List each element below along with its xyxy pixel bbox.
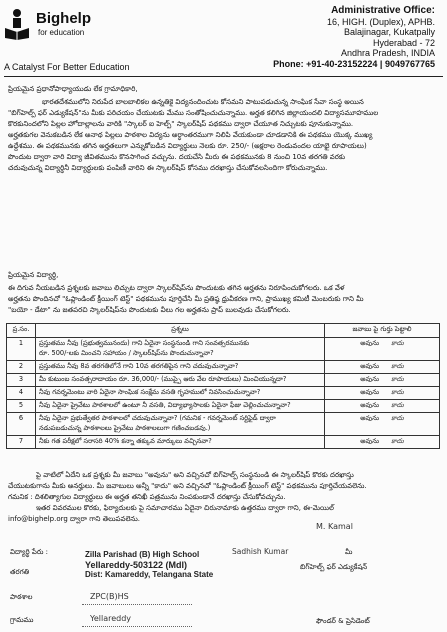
tagline: A Catalyst For Better Education [4, 62, 130, 72]
no-option[interactable]: కాదు [391, 339, 404, 347]
question-cell [36, 400, 325, 413]
bighelp-logo-icon [4, 8, 30, 40]
row-number: 5 [7, 400, 36, 413]
no-option[interactable]: కాదు [391, 362, 404, 370]
no-option[interactable]: కాదు [391, 401, 404, 409]
row-number: 1 [7, 338, 36, 361]
intro-line: అర్హతకుగల వెనుకబడిన లేక అనాథ పిల్లలు పాఠశాల విద్యను అర్ధాంతరముగా నిలిపి వేయకుండా చూడడానికి ఈ పథకము యొక్క ముఖ్య [8, 131, 373, 139]
question-text: ప్రస్తుతము నీవు (ప్రభుత్వమునందు) గాని ఏదైనా సంస్థనుండి గాని సంవత్సరమునకు [39, 339, 249, 347]
student-line: ఈ దిగువ నీయబడిన ప్రశ్నలకు జవాబు లిచ్చుట ద్వారా స్కాలర్‌షిప్‌ను పొందుటకు తగిన అర్హతను నిరూపించుకోగలరు. ఒక వేళ [8, 284, 345, 292]
organization-name: బిగ్‌హెల్ప్ ఫర్ ఎడ్యుకేషన్ [300, 563, 368, 571]
footer-line: గమనిక : దిశలిత్యాగుల విద్యార్థులు ఈ అర్హత తనిఖీ పత్రమును నింపకుండానే దరఖాస్తు చేసుకోవచ్చును. [8, 493, 286, 501]
school-field-line [82, 604, 192, 605]
student-line: "బయో - డేటా" ను జతపరచి స్కాలర్‌షిప్‌ను పొందుటకు వీలు గల అర్హతను ప్రాప్ బులవుడు చేసుకోగలరు. [8, 306, 291, 314]
table-row [7, 374, 440, 387]
eligibility-table [6, 323, 440, 449]
class-label: తరగతి [10, 568, 30, 576]
no-option[interactable]: కాదు [391, 437, 404, 445]
village-field-line [82, 626, 192, 627]
intro-line: భారతదేశములోని నిరుపేద బాలబాలికల ఉన్నతికై విద్యనందించుట కోసమని పాటుపడుచున్న సాంఘిక సేవా సంస్థ అయిన [42, 98, 364, 106]
yes-option[interactable]: అవును [360, 414, 380, 422]
yes-option[interactable]: అవును [360, 362, 380, 370]
intro-line: కొరకునిందలోని పిల్లల హోదాల్లాలను వారికి "స్కాలర్ ఐ హెల్ప్" స్కాలర్‌షిప్ పథకము ద్వారా చేయూత నిచ్చుటకు పూనుకున్నాము. [8, 120, 354, 128]
row-number: 6 [7, 413, 36, 436]
answer-cell[interactable] [325, 374, 440, 387]
footer-line: చేయుటకుగాను మీకు అనర్హులు. మీ జవాబులు అన్నీ "కాదు" అని వచ్చినచో "ఓప్లాండింట్ క్రీయింగ్ టెస్ట్" పథకమును పూర్తిచేయవలెను. [8, 482, 367, 490]
row-number: 4 [7, 387, 36, 400]
question-text: నీవు ఏదైనా ప్రభుత్వేతర పాఠశాలలో చదువుచున్నావా? (గమనిక - గవర్నమెంట్ సర్టిఫైడ్ ద్వారా [39, 414, 276, 422]
question-cell [36, 436, 325, 449]
table-row [7, 400, 440, 413]
table-row [7, 361, 440, 374]
no-option[interactable]: కాదు [391, 414, 404, 422]
yes-option[interactable]: అవును [360, 375, 380, 383]
village-label: గ్రామము [10, 616, 34, 624]
row-number: 2 [7, 361, 36, 374]
answer-cell[interactable] [325, 436, 440, 449]
intro-line: పొందుట ద్వారా వారి విద్యా జీవితమును కొనసాగించ వచ్చును. దయచేసి మీరు ఈ పథకమునకు 8 నుంచి 10వ తరగతి వరకు [8, 153, 346, 161]
office-address [215, 6, 435, 70]
address-line: 16, HIGH. (Duplex), APHB. [326, 16, 435, 27]
question-text: ప్రస్తుతము నీవు 8వ తరగతిలోనే గాని 10వ తరగతిపైన గాని చదువుచున్నావా? [39, 362, 239, 370]
yes-option[interactable]: అవును [360, 437, 380, 445]
footer-email-line: info@bighelp.org ద్వారా గాని తెలుపవలెను. [8, 515, 140, 523]
table-row [7, 338, 440, 361]
student-salutation: ప్రియమైన విద్యార్థి, [8, 271, 59, 279]
answer-cell[interactable] [325, 361, 440, 374]
question-cell [36, 361, 325, 374]
brand-name: Bighelp [36, 10, 91, 27]
row-number: 3 [7, 374, 36, 387]
village-field-value[interactable]: Yellareddy [90, 614, 132, 623]
yes-option[interactable]: అవును [360, 388, 380, 396]
phone-line: Phone: +91-40-23152224 | 9049767765 [273, 58, 435, 69]
answer-cell[interactable] [325, 400, 440, 413]
row-number: 7 [7, 436, 36, 449]
stamp-line: Yellareddy-503122 (Mdl) [85, 560, 188, 570]
question-text: నీకు గత పరీక్షలో సరాసరి 40% కన్నా తక్కువ మార్కులు వచ్చినవా? [39, 437, 212, 445]
intro-line: "బిగ్‌హెల్ప్ ఫర్ ఎడ్యుకేషన్"ను మీకు పరిచయం చేయుటకు మేము సంతోషించుచున్నాము. అర్హత కలిగిన జిల్లాయందలి విద్యాసమూహముల [8, 109, 379, 117]
question-cell [36, 374, 325, 387]
answer-cell[interactable] [325, 387, 440, 400]
table-row [7, 387, 440, 400]
founder-title: ఫౌండర్ & ప్రెసిడెంట్ [316, 617, 370, 625]
answer-cell[interactable] [325, 413, 440, 436]
column-header: ప్ర.సం. [7, 324, 36, 338]
table-row [7, 436, 440, 449]
intro-line: చదువుచున్న విద్యార్థినీ విద్యార్థులకు పంపిణీ వారిని ఈ స్కాలర్‌షిప్ కోసము దరఖాస్తు చేసుకోవలసిందిగా కోరుచున్నాము. [8, 164, 328, 172]
school-field-value[interactable]: ZPC(B)HS [90, 592, 129, 601]
question-text: నీవు గవర్నమెంటు వారి ఏదైనా సాంఘిక సంక్షేమ వసతి గృహములో నివసించుచున్నావా? [39, 388, 261, 396]
table-row [7, 413, 440, 436]
student-name-label: విద్యార్థి పేరు : [10, 548, 48, 556]
no-option[interactable]: కాదు [391, 388, 404, 396]
address-line: Balajinagar, Kukatpally [343, 27, 435, 38]
address-line: Andhra Pradesh, INDIA [340, 48, 435, 59]
address-line: Hyderabad - 72 [372, 37, 435, 48]
question-text: నడుపబడుచున్న పాఠశాలలు ప్రైవేటు పాఠశాలలుగా గణించబడవు.) [39, 424, 211, 432]
signoff-yours: మీ [345, 548, 353, 556]
no-option[interactable]: కాదు [391, 375, 404, 383]
header-divider [4, 76, 443, 77]
answer-cell[interactable] [325, 338, 440, 361]
question-cell [36, 387, 325, 400]
yes-option[interactable]: అవును [360, 339, 380, 347]
intro-salutation: ప్రియమైన ప్రధానోపాధ్యాయుడు లేక గ్రామాధికారి, [8, 85, 138, 93]
office-title: Administrative Office: [331, 5, 435, 16]
question-cell [36, 338, 325, 361]
intro-line: ఉద్దేశము. ఈ పథకమునకు తగిన అర్హతలుగా ఎన్నుకోబడిన విద్యార్థులు నెలకు రూ. 250/- (అక్షరాల రెండువందల యాభై రూపాయలు) [8, 142, 367, 150]
footer-line: పై వాటిలో ఏదేని ఒక ప్రశ్నకు మీ జవాబు "అవును" అని వచ్చినచో బిగ్‌హెల్ప్ సంస్థనుండి ఈ స్కాలర్‌షిప్ కొరకు దరఖాస్తు [36, 471, 354, 479]
table-header-row [7, 324, 440, 338]
column-header: జవాబు పై గుర్తు పెట్టాలి [325, 324, 440, 338]
school-label: పాఠశాల [10, 593, 33, 601]
question-cell [36, 413, 325, 436]
student-line: అర్హతను పొందినచో "ఓప్లాండింట్ క్రీయింగ్ టెస్ట్" పథకమును పూర్తిచేసి మీ ప్రతిష్ఠ ధ్రువీకరణ గాని, ప్రాముఖ్య కమిటీ మెంబరుకు గాని మీ [8, 295, 364, 303]
brand-subtitle: for education [38, 28, 85, 37]
headmaster-signature: Sadhish Kumar [232, 547, 289, 556]
question-text: రూ. 500/-లకు మించని సహాయం / స్కాలర్‌షిప్‌ను పొందుచున్నావా? [39, 349, 214, 357]
question-text: మీ కుటుంబ సంవత్సరాదాయం రూ. 36,000/- (ముప్పై ఆరు వేల రూపాయలు) మించియున్నదా? [39, 375, 287, 383]
yes-option[interactable]: అవును [360, 401, 380, 409]
handwritten-signature: M. Kamal [316, 522, 353, 531]
question-text: నీవు ఏదైనా ప్రైవేటు పాఠశాలలో ఉంటూ నీ వసతి, విద్యాభ్యాసాలకు ఏదైనా ఫీజు చెల్లించుచున్నావా? [39, 401, 291, 409]
footer-line: ఇతర వివరముల కొరకు, ఫిర్యాదులకు పై సమాచారము ఏదైనా చిరునామాకు ఉత్తరము ద్వారా గాని, ఈ-మెయిల్ [36, 504, 335, 512]
stamp-line: Dist: Kamareddy, Telangana State [85, 570, 214, 579]
stamp-line: Zilla Parishad (B) High School [85, 550, 200, 559]
school-stamp [85, 550, 235, 580]
column-header: ప్రశ్నలు [36, 324, 325, 338]
